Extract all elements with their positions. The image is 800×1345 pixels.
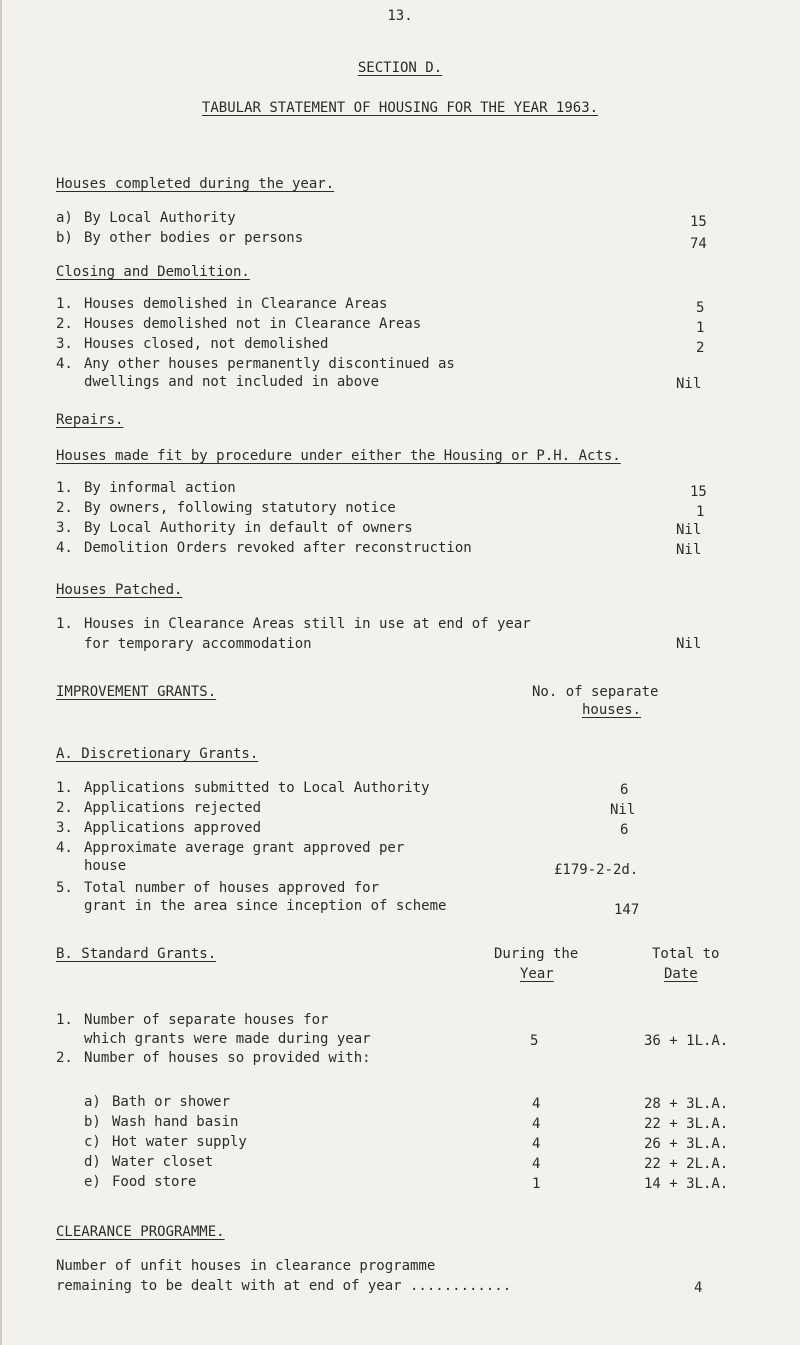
list-item-marker: 3.	[56, 820, 73, 836]
repairs-subheading: Houses made fit by procedure under either the Housing or P.H. Acts.	[56, 448, 621, 464]
discretionary-heading: A. Discretionary Grants.	[56, 746, 259, 762]
clearance-text-continued: remaining to be dealt with at end of year ............	[56, 1278, 512, 1294]
list-item-label: Applications submitted to Local Authority	[84, 780, 430, 796]
list-item-label: Demolition Orders revoked after reconstruction	[84, 540, 472, 556]
list-item-label: Applications rejected	[84, 800, 262, 816]
list-item-label: Number of separate houses for	[84, 1012, 329, 1028]
list-item-value: Nil	[676, 542, 702, 558]
list-item-marker: 3.	[56, 336, 73, 352]
cell-total-to-date: 14 + 3L.A.	[644, 1176, 729, 1192]
cell-during-year: 5	[530, 1033, 539, 1049]
list-item-value: Nil	[676, 376, 702, 392]
list-item-label: By Local Authority	[84, 210, 236, 226]
list-item-value: 1	[696, 320, 705, 336]
list-item-marker: b)	[56, 230, 73, 246]
list-item-marker: 2.	[56, 500, 73, 516]
column-header-total-to-date: Date	[664, 966, 698, 982]
list-item-marker: 1.	[56, 296, 73, 312]
list-item-value: 74	[690, 236, 707, 252]
repairs-heading: Repairs.	[56, 412, 124, 428]
list-item-marker: 5.	[56, 880, 73, 896]
table-row-marker: c)	[84, 1134, 101, 1150]
list-item-marker: 4.	[56, 356, 73, 372]
clearance-text: Number of unfit houses in clearance programme	[56, 1258, 436, 1274]
improvement-heading: IMPROVEMENT GRANTS.	[56, 684, 217, 700]
list-item-value: 147	[614, 902, 640, 918]
list-item-value: Nil	[676, 636, 702, 652]
list-item-label: Approximate average grant approved per	[84, 840, 405, 856]
table-row-marker: a)	[84, 1094, 101, 1110]
list-item-label: Any other houses permanently discontinued as	[84, 356, 455, 372]
list-item-label-continued: grant in the area since inception of scheme	[84, 898, 447, 914]
cell-during-year: 4	[532, 1096, 541, 1112]
cell-during-year: 1	[532, 1176, 541, 1192]
list-item-marker: a)	[56, 210, 73, 226]
list-item-marker: 2.	[56, 800, 73, 816]
clearance-value: 4	[694, 1280, 703, 1296]
list-item-marker: 1.	[56, 780, 73, 796]
list-item-marker: 2.	[56, 1050, 73, 1066]
list-item-value: 15	[690, 484, 707, 500]
list-item-label: Number of houses so provided with:	[84, 1050, 371, 1066]
list-item-value: 6	[620, 782, 629, 798]
list-item-label: Houses demolished in Clearance Areas	[84, 296, 388, 312]
list-item-marker: 1.	[56, 1012, 73, 1028]
list-item-label-continued: which grants were made during year	[84, 1031, 371, 1047]
standard-heading: B. Standard Grants.	[56, 946, 217, 962]
list-item-label: By owners, following statutory notice	[84, 500, 396, 516]
list-item-value: £179-2-2d.	[554, 862, 639, 878]
cell-total-to-date: 28 + 3L.A.	[644, 1096, 729, 1112]
clearance-heading: CLEARANCE PROGRAMME.	[56, 1224, 225, 1240]
list-item-marker: 4.	[56, 540, 73, 556]
cell-total-to-date: 36 + 1L.A.	[644, 1033, 729, 1049]
list-item-label: By other bodies or persons	[84, 230, 304, 246]
page-number: 13.	[387, 8, 413, 24]
cell-during-year: 4	[532, 1136, 541, 1152]
table-row-label: Bath or shower	[112, 1094, 231, 1110]
list-item-label-continued: dwellings and not included in above	[84, 374, 380, 390]
table-row-label: Wash hand basin	[112, 1114, 239, 1130]
list-item-marker: 2.	[56, 316, 73, 332]
list-item-value: 2	[696, 340, 705, 356]
statement-title: TABULAR STATEMENT OF HOUSING FOR THE YEAR 1963.	[201, 100, 599, 116]
table-row-marker: b)	[84, 1114, 101, 1130]
list-item-marker: 1.	[56, 480, 73, 496]
list-item-label: Houses demolished not in Clearance Areas	[84, 316, 422, 332]
list-item-marker: 4.	[56, 840, 73, 856]
column-header: No. of separate	[532, 684, 659, 700]
list-item-label-continued: house	[84, 858, 127, 874]
cell-during-year: 4	[532, 1116, 541, 1132]
cell-during-year: 4	[532, 1156, 541, 1172]
page-edge	[0, 0, 2, 1345]
cell-total-to-date: 22 + 3L.A.	[644, 1116, 729, 1132]
list-item-label: Applications approved	[84, 820, 262, 836]
list-item-value: 6	[620, 822, 629, 838]
list-item-value: 1	[696, 504, 705, 520]
cell-total-to-date: 26 + 3L.A.	[644, 1136, 729, 1152]
list-item-marker: 1.	[56, 616, 73, 632]
column-header-during-year: Year	[520, 966, 554, 982]
column-header: houses.	[582, 702, 642, 718]
list-item-marker: 3.	[56, 520, 73, 536]
table-row-marker: e)	[84, 1174, 101, 1190]
table-row-label: Food store	[112, 1174, 197, 1190]
list-item-value: Nil	[676, 522, 702, 538]
houses-completed-heading: Houses completed during the year.	[56, 176, 335, 192]
table-row-label: Water closet	[112, 1154, 214, 1170]
list-item-label-continued: for temporary accommodation	[84, 636, 312, 652]
table-row-marker: d)	[84, 1154, 101, 1170]
list-item-value: Nil	[610, 802, 636, 818]
section-title: SECTION D.	[357, 60, 443, 76]
cell-total-to-date: 22 + 2L.A.	[644, 1156, 729, 1172]
column-header-during-year: During the	[494, 946, 579, 962]
list-item-value: 5	[696, 300, 705, 316]
list-item-label: By informal action	[84, 480, 236, 496]
list-item-label: By Local Authority in default of owners	[84, 520, 413, 536]
list-item-label: Houses closed, not demolished	[84, 336, 329, 352]
list-item-label: Houses in Clearance Areas still in use at end of year	[84, 616, 531, 632]
column-header-total-to-date: Total to	[652, 946, 720, 962]
patched-heading: Houses Patched.	[56, 582, 183, 598]
list-item-value: 15	[690, 214, 707, 230]
closing-heading: Closing and Demolition.	[56, 264, 250, 280]
table-row-label: Hot water supply	[112, 1134, 247, 1150]
list-item-label: Total number of houses approved for	[84, 880, 380, 896]
